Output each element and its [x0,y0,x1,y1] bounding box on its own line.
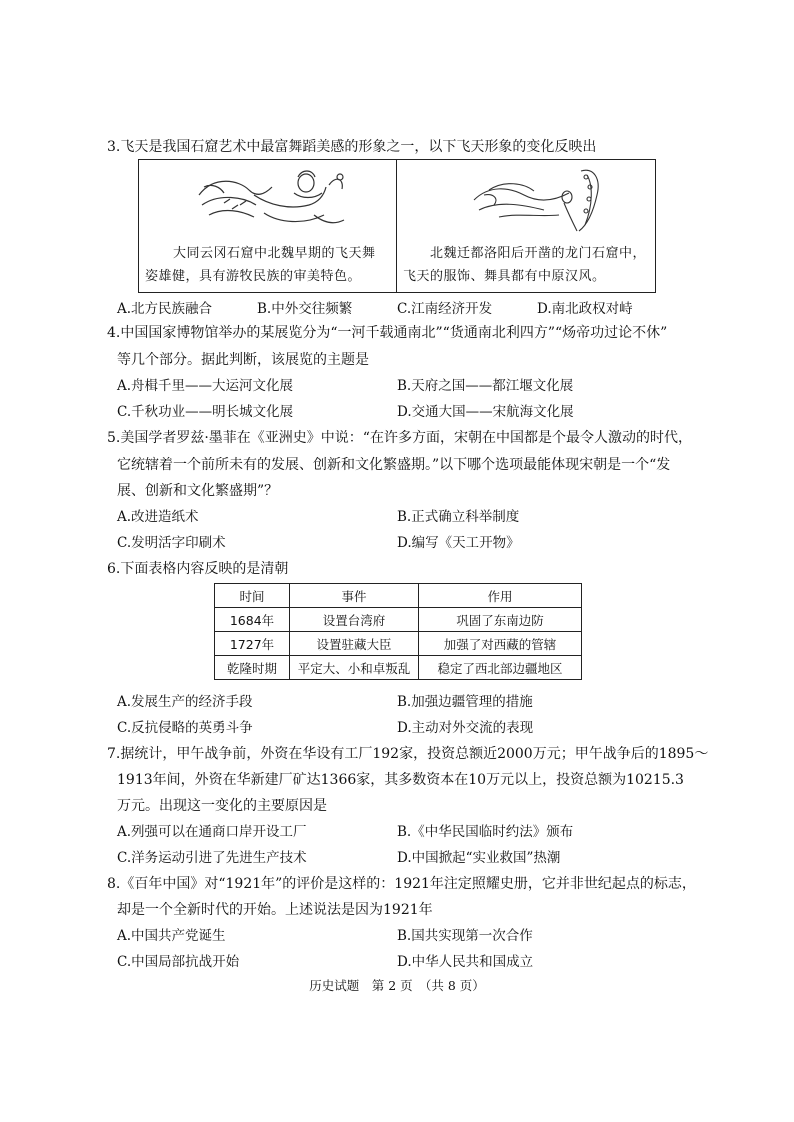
q7-stem-line-3: 万元。出现这一变化的主要原因是 [117,798,327,814]
table-row [215,656,582,680]
right-caption-line-1: 北魏迁都洛阳后开凿的龙门石窟中， [430,246,647,261]
flying-apsara-yungang-image [194,165,354,237]
q5-stem-line-2: 它统辖着一个前所未有的发展、创新和文化繁盛期。”以下哪个选项最能体现宋朝是一个“发 [117,457,671,473]
page-footer: 历史试题 第 2 页 （共 8 页） [309,978,485,993]
q5-option-d[interactable]: D.编写《天工开物》 [397,535,520,551]
q6-stem: 6.下面表格内容反映的是清朝 [107,561,289,577]
right-caption-line-2: 飞天的服饰、舞具都有中原汉风。 [403,269,606,284]
row-1-effect: 巩固了东南边防 [419,608,582,632]
row-3-time: 乾隆时期 [215,656,290,680]
q3-stem: 3.飞天是我国石窟艺术中最富舞蹈美感的形象之一，以下飞天形象的变化反映出 [107,139,597,155]
q4-stem-line-2: 等几个部分。据此判断，该展览的主题是 [117,352,369,368]
row-3-event: 平定大、小和卓叛乱 [290,656,419,680]
flying-apsara-longmen-image [469,165,619,237]
q8-stem-line-1: 8.《百年中国》对“1921年”的评价是这样的：1921年注定照耀史册，它并非世纪起点的标志， [107,876,696,892]
q4-option-b[interactable]: B.天府之国——都江堰文化展 [397,378,574,394]
figure-divider [396,160,397,292]
left-caption-line-1: 大同云冈石窟中北魏早期的飞天舞 [173,246,376,261]
left-caption-line-2: 姿雄健，具有游牧民族的审美特色。 [145,269,362,284]
q6-option-a[interactable]: A.发展生产的经济手段 [117,694,253,710]
q6-option-c[interactable]: C.反抗侵略的英勇斗争 [117,720,253,736]
row-1-event: 设置台湾府 [290,608,419,632]
row-2-time: 1727年 [215,632,290,656]
q3-option-c[interactable]: C.江南经济开发 [397,301,493,317]
q7-stem-line-1: 7.据统计，甲午战争前，外资在华设有工厂192家，投资总额近2000万元；甲午战争后的1895～ [107,746,709,762]
header-event: 事件 [290,584,419,608]
q6-option-b[interactable]: B.加强边疆管理的措施 [397,694,533,710]
header-effect: 作用 [419,584,582,608]
q7-stem-line-2: 1913年间，外资在华新建厂矿达1366家，其多数资本在10万元以上，投资总额为10215.3 [117,772,684,788]
table-row [215,632,582,656]
q4-stem-line-1: 4.中国国家博物馆举办的某展览分为“一河千载通南北”“货通南北利四方”“炀帝功过论不休” [107,325,668,341]
row-2-effect: 加强了对西藏的管辖 [419,632,582,656]
q8-option-b[interactable]: B.国共实现第一次合作 [397,928,533,944]
q3-option-a[interactable]: A.北方民族融合 [117,301,213,317]
q7-option-d[interactable]: D.中国掀起“实业救国”热潮 [397,850,561,866]
q5-option-c[interactable]: C.发明活字印刷术 [117,535,226,551]
q8-option-a[interactable]: A.中国共产党诞生 [117,928,226,944]
q4-option-d[interactable]: D.交通大国——宋航海文化展 [397,404,574,420]
q5-option-a[interactable]: A.改进造纸术 [117,509,199,525]
row-3-effect: 稳定了西北部边疆地区 [419,656,582,680]
q6-option-d[interactable]: D.主动对外交流的表现 [397,720,534,736]
q4-option-c[interactable]: C.千秋功业——明长城文化展 [117,404,294,420]
table-header-row [215,584,582,608]
q4-option-a[interactable]: A.舟楫千里——大运河文化展 [117,378,294,394]
q5-stem-line-3: 展、创新和文化繁盛期”？ [117,483,279,499]
q6-table [214,583,582,680]
q8-stem-line-2: 却是一个全新时代的开始。上述说法是因为1921年 [117,902,433,918]
header-time: 时间 [215,584,290,608]
q7-option-b[interactable]: B.《中华民国临时约法》颁布 [397,824,574,840]
q3-figure [138,159,656,293]
q5-option-b[interactable]: B.正式确立科举制度 [397,509,520,525]
q8-option-c[interactable]: C.中国局部抗战开始 [117,954,240,970]
q3-option-d[interactable]: D.南北政权对峙 [537,301,633,317]
q8-option-d[interactable]: D.中华人民共和国成立 [397,954,534,970]
q5-stem-line-1: 5.美国学者罗兹·墨菲在《亚洲史》中说：“在许多方面，宋朝在中国都是个最令人激动的时代， [107,430,692,446]
row-2-event: 设置驻藏大臣 [290,632,419,656]
q3-option-b[interactable]: B.中外交往频繁 [257,301,353,317]
q7-option-c[interactable]: C.洋务运动引进了先进生产技术 [117,850,307,866]
row-1-time: 1684年 [215,608,290,632]
q7-option-a[interactable]: A.列强可以在通商口岸开设工厂 [117,824,307,840]
table-row [215,608,582,632]
